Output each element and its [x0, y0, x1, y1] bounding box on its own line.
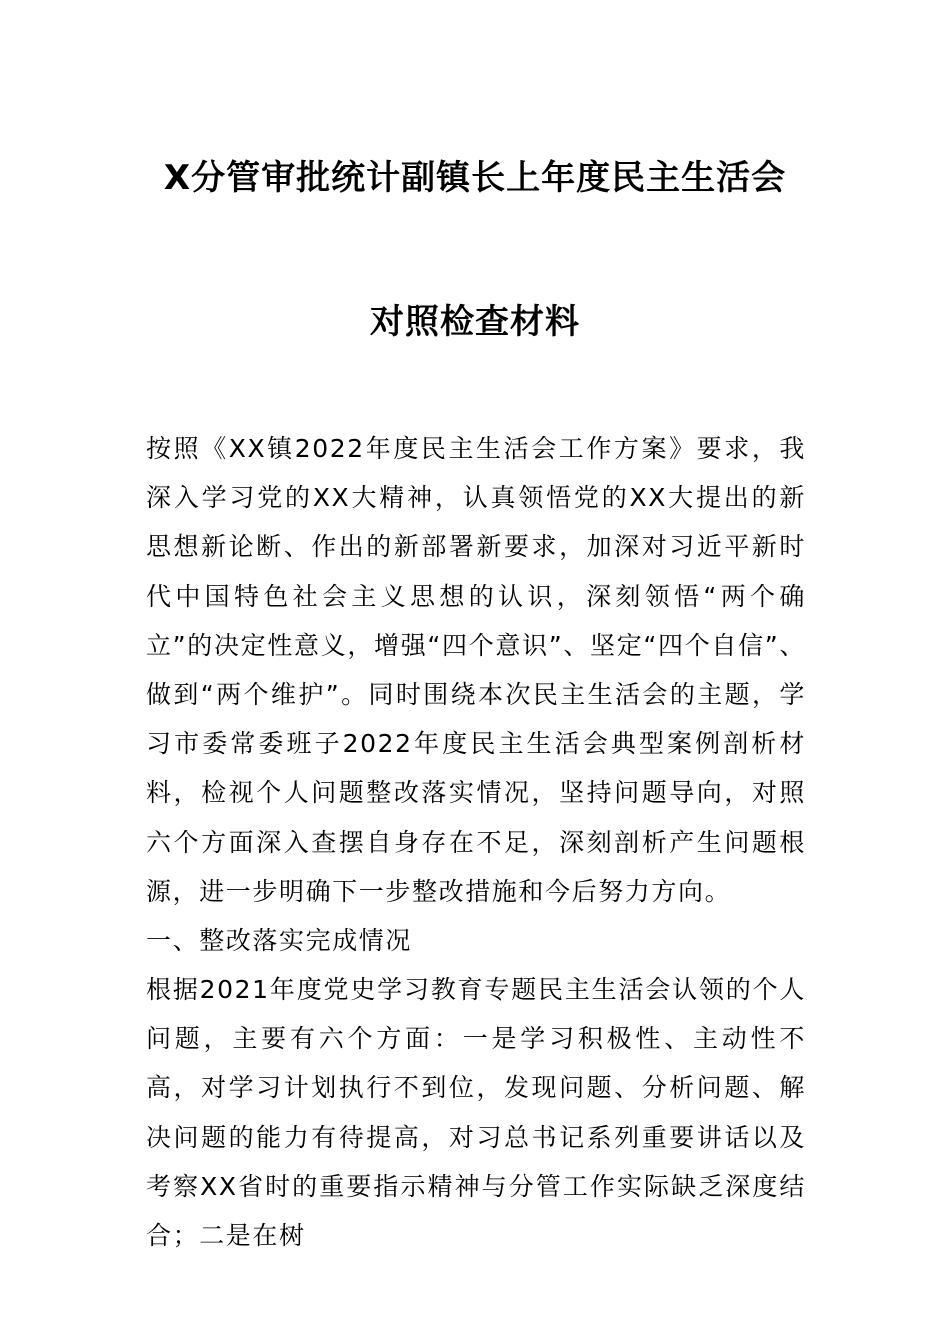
paragraph-intro: 按照《XX镇2022年度民主生活会工作方案》要求，我深入学习党的XX大精神，认真领悟党的XX大提出的新思想新论断、作出的新部署新要求，加深对习近平新时代中国特色社会主义思想的认识，深刻领悟“两个确立”的决定性意义，增强“四个意识”、坚定“四个自信”、做到“两个维护”。同时围绕本次民主生活会的主题，学习市委常委班子2022年度民主生活会典型案例剖析材料，检视个人问题整改落实情况，坚持问题导向，对照六个方面深入查摆自身存在不足，深刻剖析产生问题根源，进一步明确下一步整改措施和今后努力方向。	[146, 434, 806, 906]
document-title-line-1: X分管审批统计副镇长上年度民主生活会	[163, 158, 787, 198]
section-heading-1: 一、整改落实完成情况	[146, 926, 413, 955]
paragraph-section-1: 根据2021年度党史学习教育专题民主生活会认领的个人问题，主要有六个方面：一是学习积极性、主动性不高，对学习计划执行不到位，发现问题、分析问题、解决问题的能力有待提高，对习总书记系列重要讲话以及考察XX省时的重要指示精神与分管工作实际缺乏深度结合；二是在树	[146, 975, 806, 1251]
document-title-line-2: 对照检查材料	[370, 302, 580, 342]
